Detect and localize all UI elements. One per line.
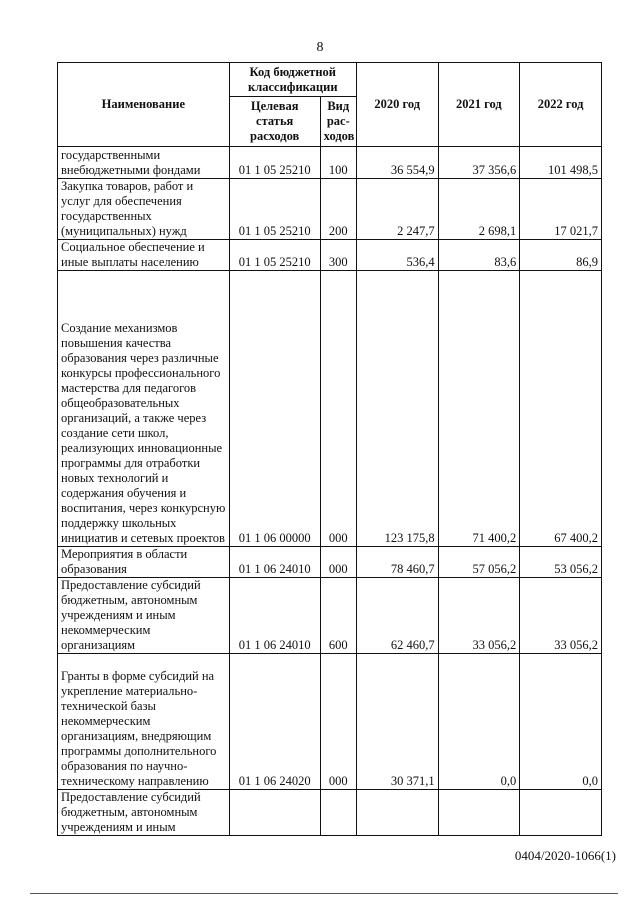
row-code: 01 1 06 24020: [229, 654, 320, 790]
row-type: 100: [320, 147, 356, 179]
table-row: [58, 179, 602, 240]
row-name: Создание механизмов повышения качества образования через различные конкурсы профессионального мастерства для педагогов общеобразовательных организаций, а также через создание сети школ, реализующих инновационные программы для отработки новых технологий и содержания обучения и воспитания, через конкурсную поддержку школьных инициатив и сетевых проектов: [58, 271, 230, 547]
row-value-2020: 36 554,9: [356, 147, 438, 179]
header-year-2020: 2020 год: [356, 63, 438, 147]
row-type: 000: [320, 271, 356, 547]
row-value-2020: 30 371,1: [356, 654, 438, 790]
row-value-2021: [438, 790, 520, 836]
row-value-2021: 33 056,2: [438, 578, 520, 654]
row-value-2022: 67 400,2: [520, 271, 602, 547]
header-expense-type: Вид рас-ходов: [320, 97, 356, 147]
row-value-2021: 0,0: [438, 654, 520, 790]
table-row: [58, 578, 602, 654]
row-name: Предоставление субсидий бюджетным, автономным учреждениям и иным: [58, 790, 230, 836]
row-value-2022: [520, 790, 602, 836]
row-value-2021: 2 698,1: [438, 179, 520, 240]
row-value-2020: 78 460,7: [356, 547, 438, 578]
table-row: [58, 654, 602, 790]
budget-table: [57, 62, 602, 836]
row-name: государственными внебюджетными фондами: [58, 147, 230, 179]
row-value-2021: 37 356,6: [438, 147, 520, 179]
row-value-2022: 101 498,5: [520, 147, 602, 179]
table-row: [58, 147, 602, 179]
row-type: 600: [320, 578, 356, 654]
row-code: 01 1 06 24010: [229, 578, 320, 654]
row-value-2022: 33 056,2: [520, 578, 602, 654]
row-value-2020: [356, 790, 438, 836]
row-name: Закупка товаров, работ и услуг для обеспечения государственных (муниципальных) нужд: [58, 179, 230, 240]
table-row: [58, 790, 602, 836]
header-name: Наименование: [58, 63, 230, 147]
row-code: 01 1 05 25210: [229, 179, 320, 240]
table-row: [58, 240, 602, 271]
row-value-2020: 536,4: [356, 240, 438, 271]
row-value-2020: 2 247,7: [356, 179, 438, 240]
row-value-2022: 86,9: [520, 240, 602, 271]
table-row: [58, 547, 602, 578]
page-number: 8: [316, 40, 324, 55]
row-code: 01 1 06 00000: [229, 271, 320, 547]
table-row: [58, 271, 602, 547]
header-year-2021: 2021 год: [438, 63, 520, 147]
row-name: Мероприятия в области образования: [58, 547, 230, 578]
bottom-divider: [30, 893, 618, 894]
row-code: 01 1 06 24010: [229, 547, 320, 578]
row-type: 200: [320, 179, 356, 240]
row-type: 000: [320, 547, 356, 578]
row-value-2022: 53 056,2: [520, 547, 602, 578]
row-value-2022: 0,0: [520, 654, 602, 790]
row-value-2020: 62 460,7: [356, 578, 438, 654]
row-value-2021: 83,6: [438, 240, 520, 271]
row-value-2021: 71 400,2: [438, 271, 520, 547]
row-code: [229, 790, 320, 836]
row-name: Гранты в форме субсидий на укрепление материально-технической базы некоммерческим организациям, внедряющим программы дополнительного образования по научно-техническому направлению: [58, 654, 230, 790]
header-code-group: Код бюджетной классификации: [229, 63, 356, 97]
document-reference: 0404/2020-1066(1): [514, 848, 616, 863]
row-type: 300: [320, 240, 356, 271]
header-target-article: Целевая статья расходов: [229, 97, 320, 147]
row-value-2020: 123 175,8: [356, 271, 438, 547]
row-code: 01 1 05 25210: [229, 240, 320, 271]
row-type: [320, 790, 356, 836]
header-year-2022: 2022 год: [520, 63, 602, 147]
row-code: 01 1 05 25210: [229, 147, 320, 179]
row-value-2021: 57 056,2: [438, 547, 520, 578]
row-name: Социальное обеспечение и иные выплаты населению: [58, 240, 230, 271]
row-type: 000: [320, 654, 356, 790]
row-value-2022: 17 021,7: [520, 179, 602, 240]
row-name: Предоставление субсидий бюджетным, автономным учреждениям и иным некоммерческим организациям: [58, 578, 230, 654]
